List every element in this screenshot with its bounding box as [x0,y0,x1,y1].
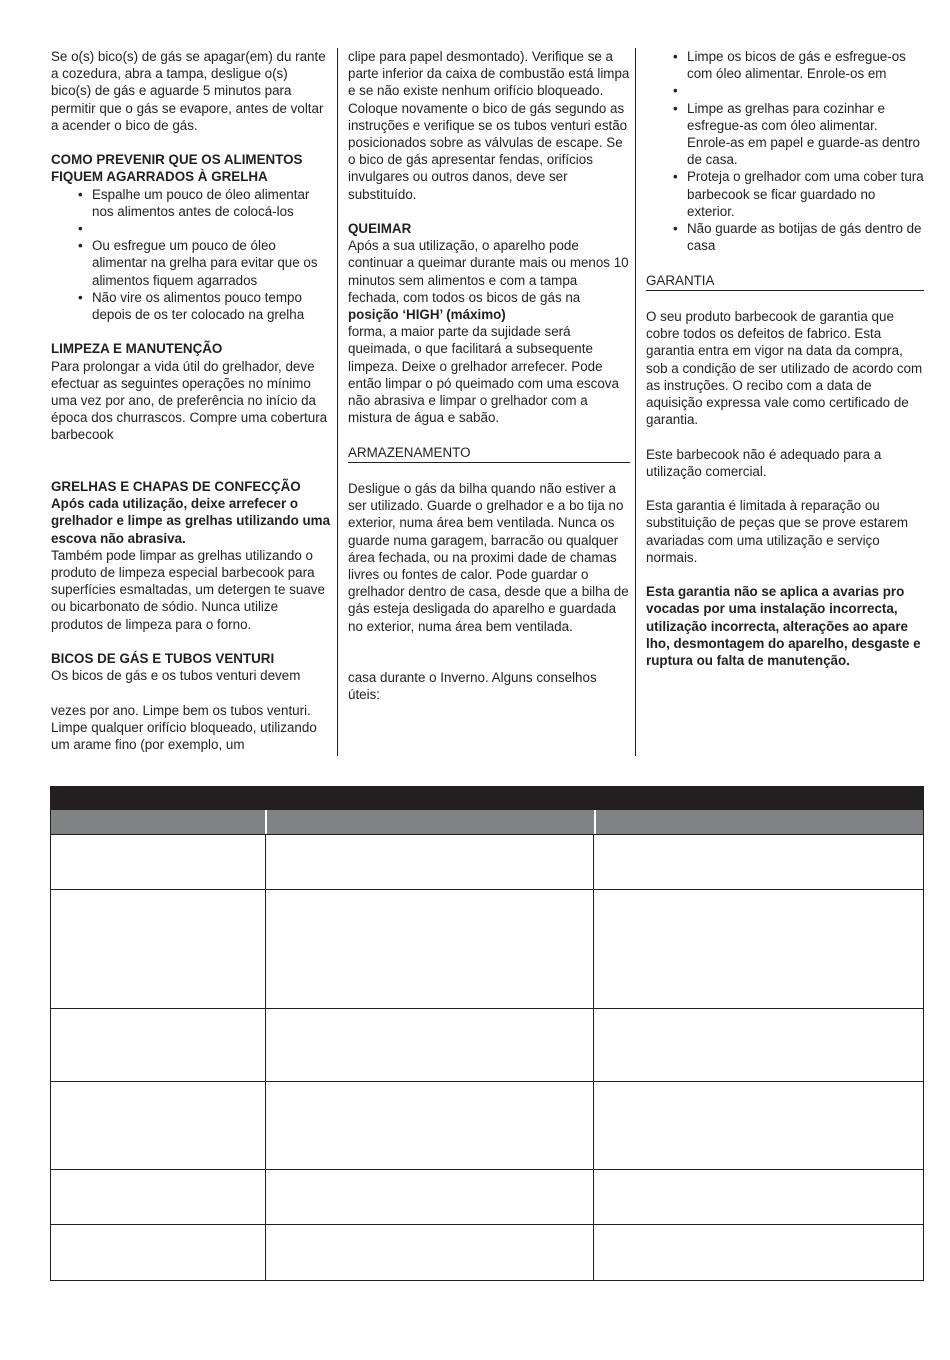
table-row [51,1169,923,1224]
table-row [51,834,923,889]
burn-heading: QUEIMAR [348,221,412,237]
cleaning-paragraph: Para prolongar a vida útil do grelhador, deve efectuar as seguintes operações no mínimo uma vez por ano, de preferência no início da época dos churrascos. Compre uma cobertura barbecook [51,358,328,443]
prevent-sticking-heading-line2: FIQUEM AGARRADOS À GRELHA [51,169,268,185]
column-middle [348,48,630,704]
list-item: • Ou esfregue um pouco de óleo alimentar na grelha para evitar que os alimentos fiquem agarrados [78,237,331,289]
burn-paragraph: Após a sua utilização, o aparelho pode continuar a queimar durante mais ou menos 10 minutos sem alimentos e com a tampa fechada, com todos os bicos de gás na posição ‘HIGH’ (máximo) forma, a maior parte da sujidade será queimada, o que facilitará a subsequente limpeza. Deixe o grelhador arrefecer. Pode então limpar o pó queimado com uma escova não abrasiva e limpar o grelhador com a mistura de água e sabão. [348,238,629,426]
intro-paragraph: Se o(s) bico(s) de gás se apagar(em) du rante a cozedura, abra a tampa, desligue o(s) bico(s) de gás e aguarde 5 minutos para permitir que o gás se evapore, antes de voltar a acender o bico de gás. [51,49,326,133]
table-header-cell [51,810,267,834]
warranty-paragraph-1: O seu produto barbecook de garantia que cobre todos os defeitos de fabrico. Esta garantia entra em vigor na data da compra, sob a condição de ser utilizado de acordo com as instruções. O recibo com a data de aquisição expressa vale como certificado de garantia. [646,309,923,428]
list-item: • Limpe os bicos de gás e esfregue-os com óleo alimentar. Enrole-os em [673,48,924,82]
list-item: • Proteja o grelhador com uma cober tura barbecook se ficar guardado no exterior. [673,168,924,220]
grills-heading: GRELHAS E CHAPAS DE CONFECÇÃO [51,479,301,495]
warranty-paragraph-3: Esta garantia é limitada à reparação ou substituição de peças que se prove estarem avariadas com uma utilização e serviço normais. [646,498,909,565]
winter-tips-list [646,48,924,254]
venturi-continued-paragraph: clipe para papel desmontado). Verifique se a parte inferior da caixa de combustão está limpa e se não existe nenhum orifício bloqueado. Coloque novamente o bico de gás segundo as instruções e verifique se os tubos venturi estão posicionados sobre as válvulas de escape. Se o bico de gás apresentar fendas, orifícios invulgares ou outros danos, deve ser substituído. [348,49,630,202]
list-item: • Não guarde as botijas de gás dentro de casa [673,220,924,254]
table-title-bar [51,786,923,810]
table-header-row [51,810,923,834]
warranty-paragraph-2: Este barbecook não é adequado para a utilização comercial. [646,446,882,479]
prevent-sticking-heading-line1: COMO PREVENIR QUE OS ALIMENTOS [51,152,303,168]
grills-paragraph: Também pode limpar as grelhas utilizando o produto de limpeza especial barbecook para superfícies esmaltadas, um detergen te suave ou bicarbonato de sódio. Nunca utilize produtos de limpeza para o forno. [51,547,325,632]
prevent-sticking-list [51,186,331,324]
troubleshooting-table [50,786,924,1281]
venturi-paragraph-1: Os bicos de gás e os tubos venturi devem [51,668,301,684]
table-row [51,889,923,1008]
table-header-cell [596,810,923,834]
list-item: • Não vire os alimentos pouco tempo depois de os ter colocado na grelha [78,289,331,323]
burn-bold-text: posição ‘HIGH’ (máximo) [348,307,506,323]
table-header-cell [267,810,596,834]
storage-heading: ARMAZENAMENTO [348,444,630,463]
column-divider [337,48,338,756]
column-right [646,48,924,669]
grills-bold-paragraph: Após cada utilização, deixe arrefecer o grelhador e limpe as grelhas utilizando uma escova não abrasiva. [51,496,331,546]
table-row [51,1224,923,1280]
list-item: • Espalhe um pouco de óleo alimentar nos alimentos antes de colocá-los [78,186,331,220]
list-item: • Limpe as grelhas para cozinhar e esfregue-as com óleo alimentar. Enrole-as em papel e guarde-as dentro de casa. [673,100,924,169]
venturi-paragraph-2: vezes por ano. Limpe bem os tubos venturi. Limpe qualquer orifício bloqueado, utilizando um arame fino (por exemplo, um [51,702,317,753]
warranty-heading: GARANTIA [646,272,924,291]
storage-paragraph: Desligue o gás da bilha quando não estiver a ser utilizado. Guarde o grelhador e a bo tija no exterior, numa área bem ventilada. Nunca os guarde numa garagem, barracão ou qualquer área fechada, ou na proximi dade de chamas livres ou fontes de calor. Pode guardar o grelhador dentro de casa, desde que a bilha de gás esteja desligada do aparelho e guardada no exterior, numa área bem ventilada. [348,481,629,634]
table-row [51,1081,923,1169]
cleaning-heading: LIMPEZA E MANUTENÇÃO [51,341,223,357]
warranty-exclusion-paragraph: Esta garantia não se aplica a avarias pro vocadas por uma instalação incorrecta, utilização incorrecta, alterações ao apare lho, desmontagem do aparelho, desgaste e ruptura ou falta de manutenção. [646,584,921,669]
column-left [51,48,331,753]
winter-paragraph: casa durante o Inverno. Alguns conselhos úteis: [348,670,597,703]
venturi-heading: BICOS DE GÁS E TUBOS VENTURI [51,651,275,667]
table-row [51,1008,923,1081]
column-divider [635,48,636,756]
